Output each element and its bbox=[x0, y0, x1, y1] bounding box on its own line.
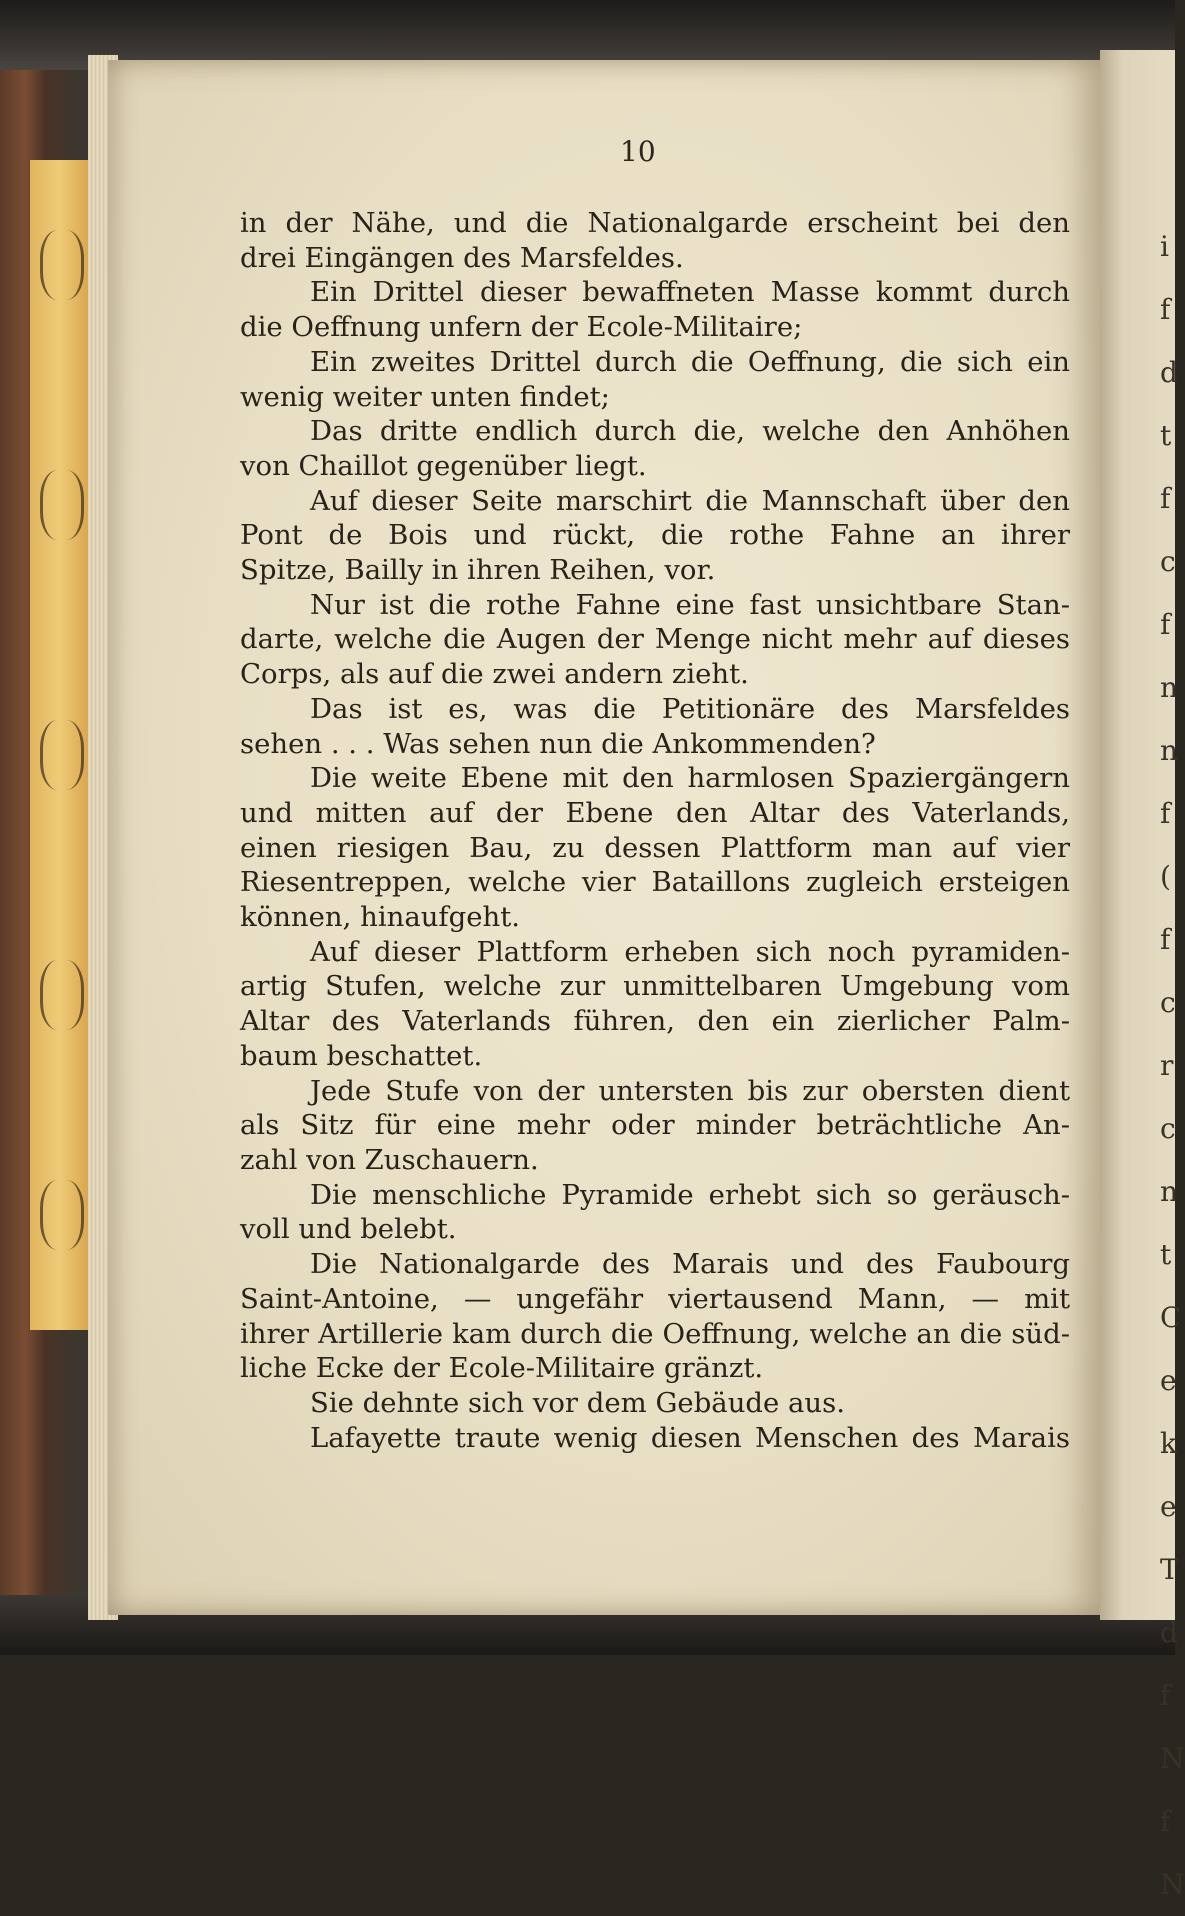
text-line: drei Eingängen des Marsfeldes. bbox=[240, 241, 684, 274]
facing-page-letter: c bbox=[1160, 545, 1176, 578]
text-line: baum beschattet. bbox=[240, 1039, 483, 1072]
facing-page-letter: C bbox=[1160, 1301, 1182, 1334]
text-line: Sie dehnte sich vor dem Gebäude aus. bbox=[310, 1386, 845, 1419]
facing-page-letter: k bbox=[1160, 1427, 1177, 1460]
text-line: Spitze, Bailly in ihren Reihen, vor. bbox=[240, 554, 716, 587]
facing-page-letter: r bbox=[1160, 1049, 1174, 1082]
text-line: Pont de Bois und rückt, die rothe Fahne an ihrer bbox=[240, 519, 1070, 552]
facing-page-letter: d bbox=[1160, 356, 1178, 389]
ornament-icon bbox=[40, 960, 84, 1030]
facing-page-letter: c bbox=[1160, 1112, 1176, 1145]
page-number: 10 bbox=[620, 135, 656, 168]
text-line: Ein Drittel dieser bewaffneten Masse kommt durch bbox=[310, 276, 1070, 309]
ornament-icon bbox=[40, 470, 84, 540]
text-line: darte, welche die Augen der Menge nicht mehr auf dieses bbox=[240, 623, 1070, 656]
facing-page-letter: e bbox=[1160, 1364, 1177, 1397]
facing-page-letters bbox=[1160, 215, 1185, 1916]
text-line: wenig weiter unten findet; bbox=[240, 380, 610, 413]
text-line: Die menschliche Pyramide erhebt sich so geräusch- bbox=[310, 1178, 1070, 1211]
facing-page-letter: ( bbox=[1160, 860, 1171, 893]
text-line: Saint-Antoine, — ungefähr viertausend Mann, — mit bbox=[240, 1282, 1070, 1315]
text-line: Die weite Ebene mit den harmlosen Spaziergängern bbox=[310, 762, 1070, 795]
text-line: Auf dieser Seite marschirt die Mannschaft über den bbox=[310, 484, 1070, 517]
facing-page-letter: f bbox=[1160, 797, 1171, 830]
page-text bbox=[240, 206, 1070, 1455]
facing-page-letter: t bbox=[1160, 419, 1172, 452]
text-line: als Sitz für eine mehr oder minder beträchtliche An- bbox=[240, 1109, 1070, 1142]
text-line: die Oeffnung unfern der Ecole-Militaire; bbox=[240, 311, 803, 344]
facing-page-letter: n bbox=[1160, 734, 1179, 767]
text-line: Nur ist die rothe Fahne eine fast unsichtbare Stan- bbox=[310, 588, 1070, 621]
facing-page-letter: f bbox=[1160, 482, 1171, 515]
ornament-icon bbox=[40, 720, 84, 790]
text-line: Riesentreppen, welche vier Bataillons zugleich ersteigen bbox=[240, 866, 1070, 899]
ornament-icon bbox=[40, 230, 84, 300]
text-line: sehen . . . Was sehen nun die Ankommenden? bbox=[240, 727, 876, 760]
text-line: Ein zweites Drittel durch die Oeffnung, die sich ein bbox=[310, 345, 1070, 378]
text-line: Altar des Vaterlands führen, den ein zierlicher Palm- bbox=[240, 1005, 1070, 1038]
facing-page-letter: f bbox=[1160, 1805, 1171, 1838]
text-line: liche Ecke der Ecole-Militaire gränzt. bbox=[240, 1352, 764, 1385]
text-line: zahl von Zuschauern. bbox=[240, 1143, 539, 1176]
facing-page-letter: e bbox=[1160, 1490, 1177, 1523]
facing-page-letter: f bbox=[1160, 1679, 1171, 1712]
text-line: Jede Stufe von der untersten bis zur obersten dient bbox=[310, 1074, 1070, 1107]
facing-page-letter: c bbox=[1160, 986, 1176, 1019]
text-line: in der Nähe, und die Nationalgarde erscheint bei den bbox=[240, 207, 1070, 239]
facing-page-letter: N bbox=[1160, 1742, 1185, 1775]
text-line: Lafayette traute wenig diesen Menschen des Marais bbox=[310, 1421, 1070, 1454]
ornament-icon bbox=[40, 1180, 84, 1250]
text-line: artig Stufen, welche zur unmittelbaren Umgebung vom bbox=[240, 970, 1070, 1003]
text-line: Das ist es, was die Petitionäre des Marsfeldes bbox=[310, 692, 1070, 725]
text-line: Auf dieser Plattform erheben sich noch pyramiden- bbox=[310, 935, 1070, 968]
text-line: und mitten auf der Ebene den Altar des Vaterlands, bbox=[240, 796, 1070, 829]
text-line: von Chaillot gegenüber liegt. bbox=[240, 449, 647, 482]
facing-page-letter: n bbox=[1160, 1175, 1179, 1208]
facing-page-letter: t bbox=[1160, 1238, 1172, 1271]
text-line: einen riesigen Bau, zu dessen Plattform man auf vier bbox=[240, 831, 1070, 864]
facing-page-letter: n bbox=[1160, 671, 1179, 704]
text-line: Die Nationalgarde des Marais und des Faubourg bbox=[310, 1248, 1070, 1281]
facing-page-letter: T bbox=[1160, 1553, 1179, 1586]
text-line: Das dritte endlich durch die, welche den Anhöhen bbox=[310, 415, 1070, 448]
facing-page-letter: d bbox=[1160, 1616, 1178, 1649]
facing-page-letter: f bbox=[1160, 923, 1171, 956]
text-line: können, hinaufgeht. bbox=[240, 901, 520, 934]
facing-page-letter: f bbox=[1160, 608, 1171, 641]
facing-page-letter: N bbox=[1160, 1868, 1185, 1901]
text-line: ihrer Artillerie kam durch die Oeffnung, welche an die süd- bbox=[240, 1317, 1070, 1350]
text-line: Corps, als auf die zwei andern zieht. bbox=[240, 658, 749, 691]
facing-page-letter: i bbox=[1160, 230, 1169, 263]
facing-page-letter: f bbox=[1160, 293, 1171, 326]
text-line: voll und belebt. bbox=[240, 1213, 457, 1246]
